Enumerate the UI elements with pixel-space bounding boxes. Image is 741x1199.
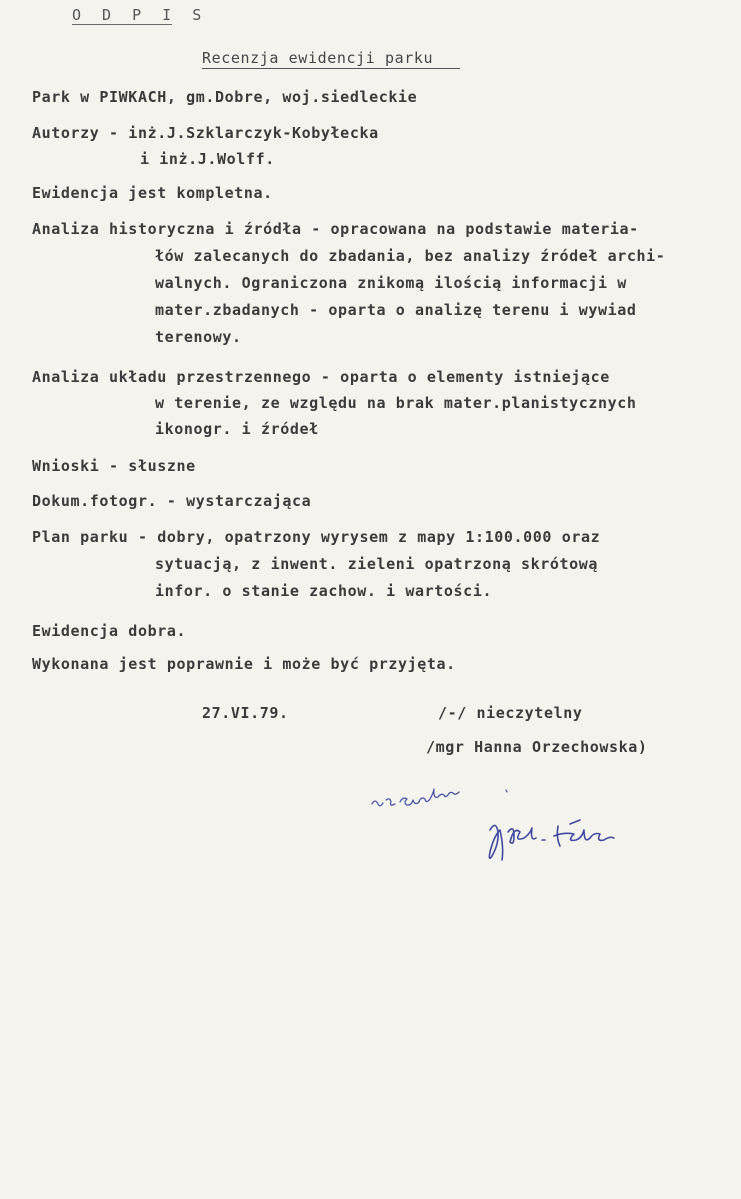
illegible-line: /-/ nieczytelny (438, 704, 583, 722)
spatial-line-2: w terenie, ze względu na brak mater.planistycznych (155, 394, 637, 412)
document-header: O D P I S (72, 6, 208, 24)
hist-line-3: walnych. Ograniczona znikomą ilością informacji w (155, 274, 627, 292)
hist-line-2: łów zalecanych do zbadania, bez analizy źródeł archi- (155, 247, 666, 265)
signer-line: /mgr Hanna Orzechowska) (426, 738, 648, 756)
hist-line-4: mater.zbadanych - oparta o analizę terenu i wywiad (155, 301, 637, 319)
authors-line-1: Autorzy - inż.J.Szklarczyk-Kobyłecka (32, 124, 379, 142)
photo-line: Dokum.fotogr. - wystarczająca (32, 492, 312, 510)
header-underline (72, 24, 172, 25)
hist-line-5: terenowy. (155, 328, 242, 346)
plan-line-2: sytuacją, z inwent. zieleni opatrzoną skrótową (155, 555, 599, 573)
authors-line-2: i inż.J.Wolff. (140, 150, 275, 168)
handwritten-signature (360, 780, 660, 890)
park-line: Park w PIWKACH, gm.Dobre, woj.siedleckie (32, 88, 418, 106)
accepted-line: Wykonana jest poprawnie i może być przyjęta. (32, 655, 456, 673)
date-line: 27.VI.79. (202, 704, 289, 722)
document-title: Recenzja ewidencji parku (202, 49, 434, 67)
spatial-line-3: ikonogr. i źródeł (155, 420, 319, 438)
good-line: Ewidencja dobra. (32, 622, 187, 640)
plan-line-1: Plan parku - dobry, opatrzony wyrysem z mapy 1:100.000 oraz (32, 528, 601, 546)
complete-line: Ewidencja jest kompletna. (32, 184, 273, 202)
title-underline (202, 68, 460, 69)
plan-line-3: infor. o stanie zachow. i wartości. (155, 582, 493, 600)
conclusions-line: Wnioski - słuszne (32, 457, 196, 475)
hist-line-1: Analiza historyczna i źródła - opracowana na podstawie materia- (32, 220, 639, 238)
spatial-line-1: Analiza układu przestrzennego - oparta o elementy istniejące (32, 368, 610, 386)
